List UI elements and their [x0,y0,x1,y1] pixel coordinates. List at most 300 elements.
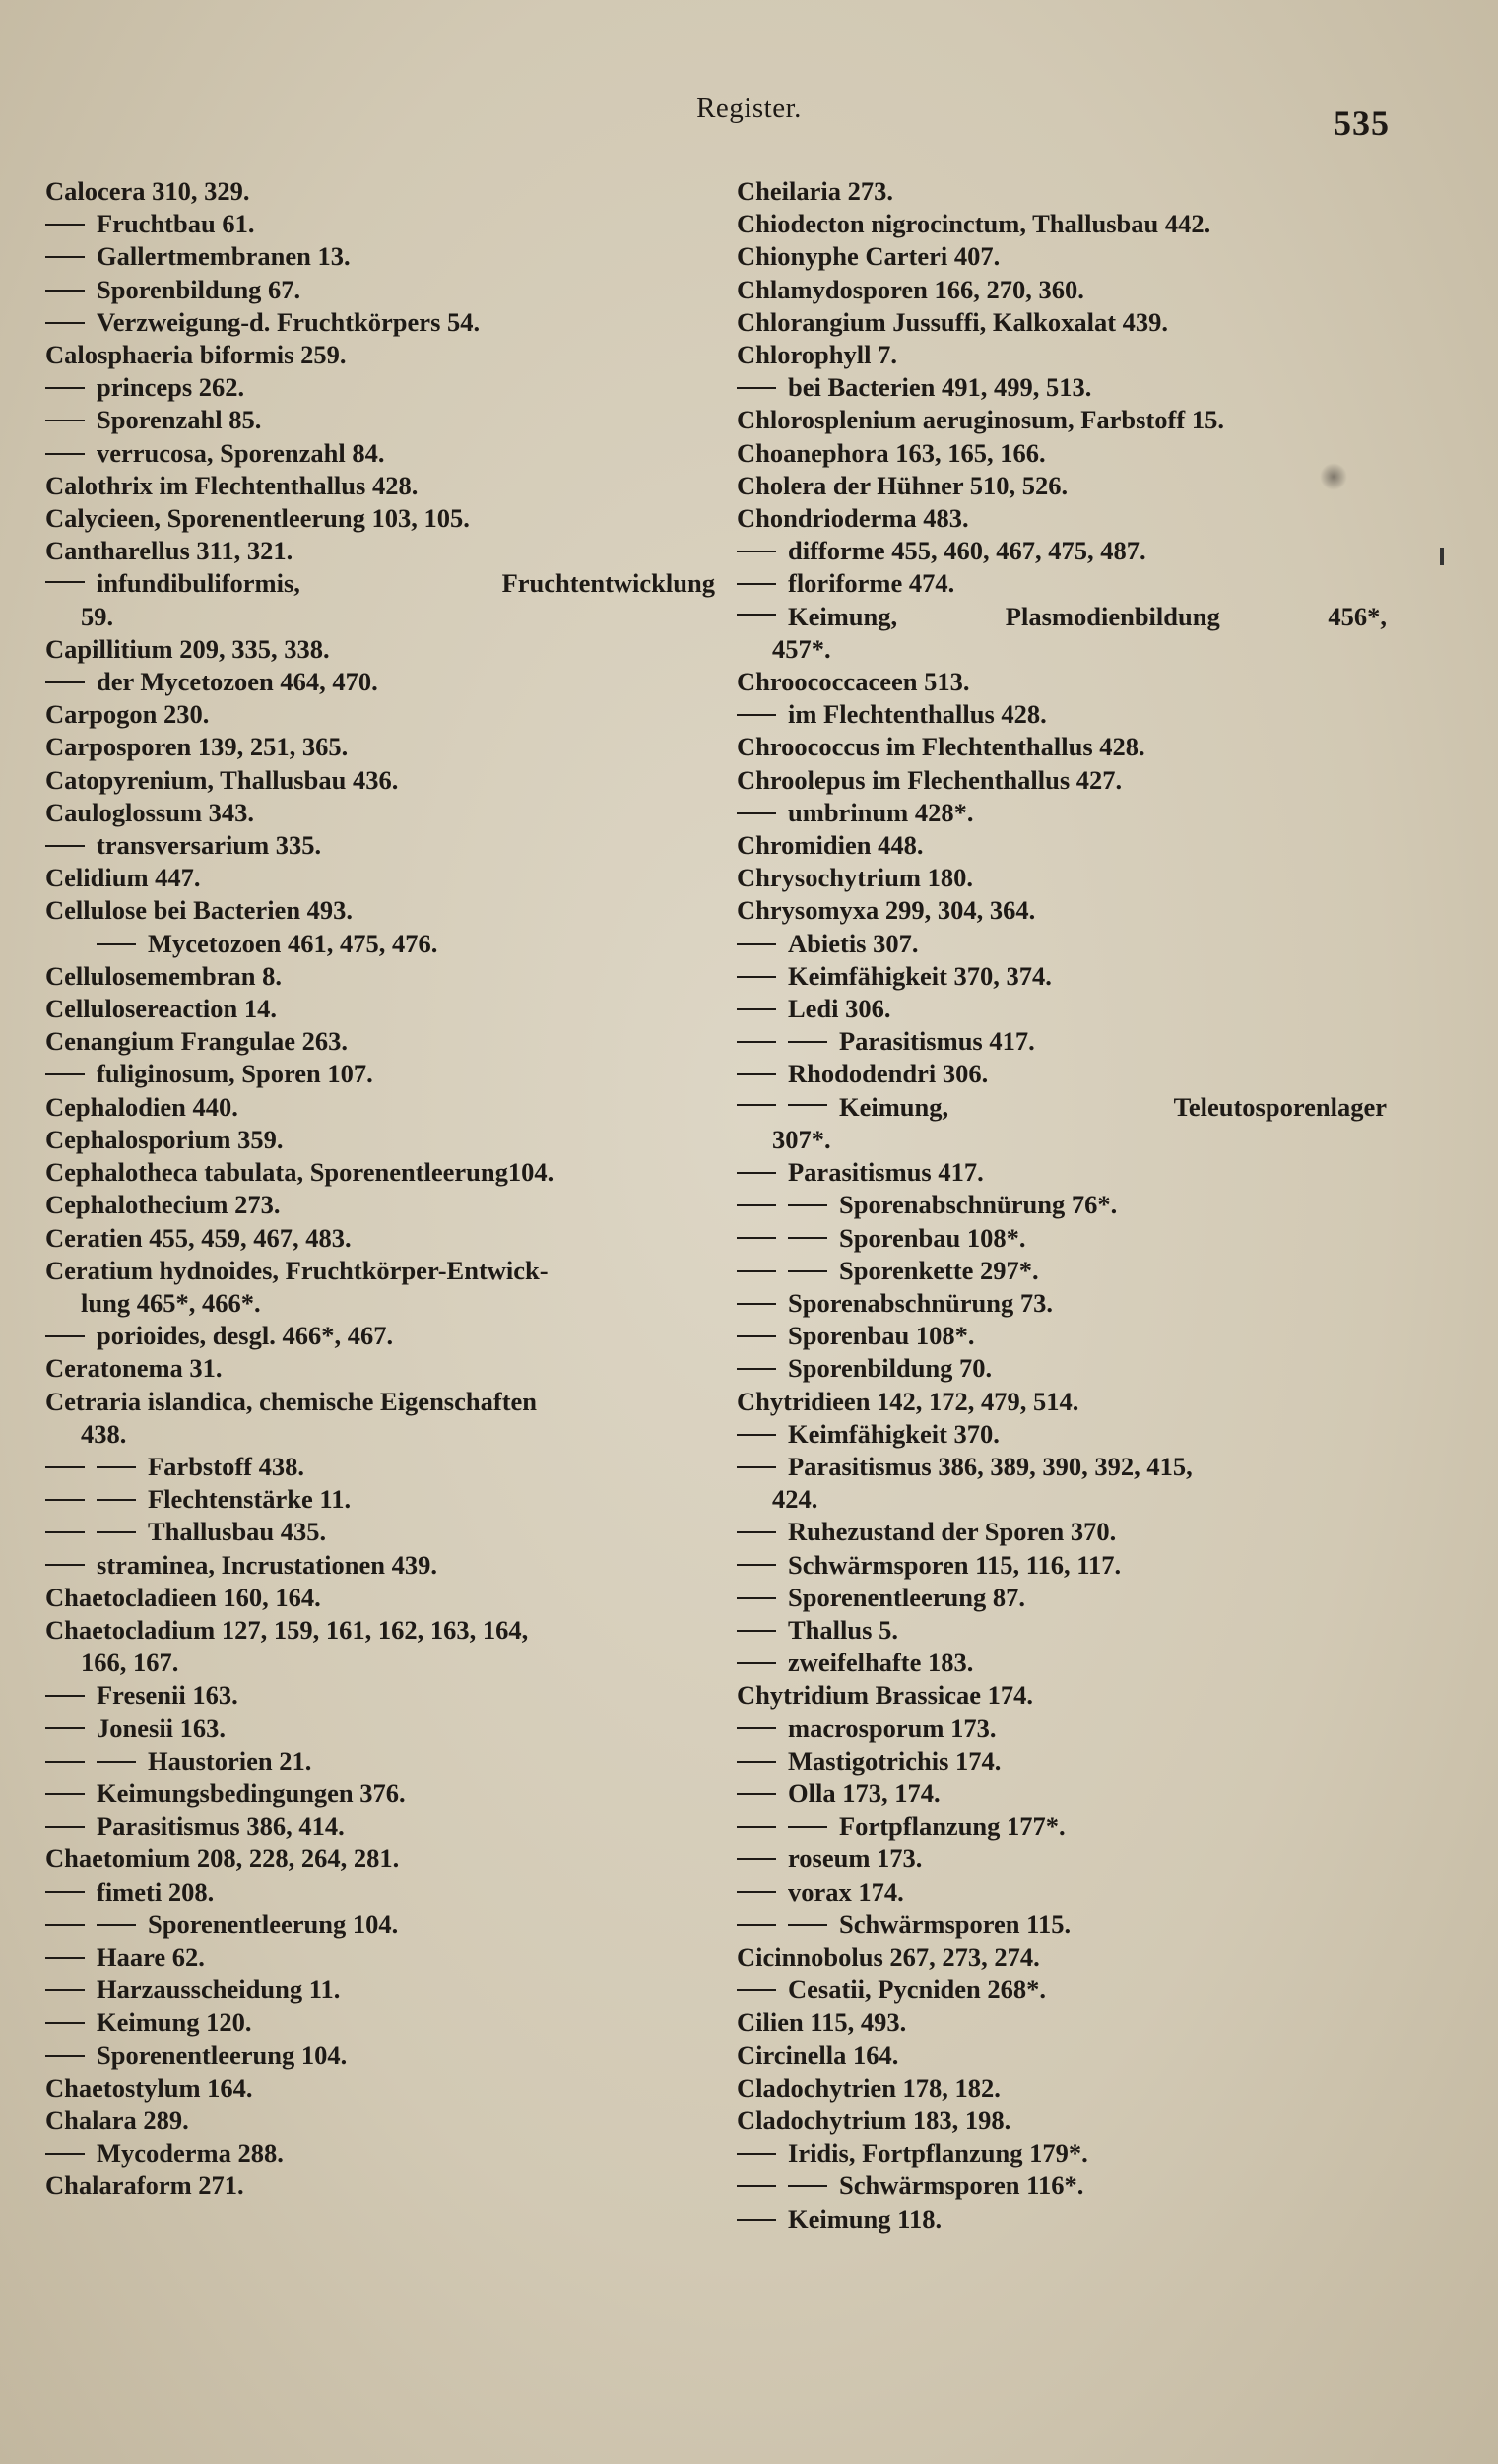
index-entry-text: Harzausscheidung 11. [97,1975,341,2005]
index-entry-text: straminea, Incrustationen 439. [97,1549,437,1580]
ditto-dash [737,1270,776,1272]
ditto-dash [737,614,776,616]
index-entry [45,1483,715,1516]
ditto-dash [788,1041,827,1043]
index-entry [737,2006,1387,2039]
index-entry [45,1386,715,1418]
index-entry-text: Chlamydosporen 166, 270, 360. [737,274,1084,304]
index-entry [45,1451,715,1483]
index-entry-text: Parasitismus 386, 389, 390, 392, 415, [788,1451,1193,1481]
index-entry-text: Mastigotrichis 174. [788,1745,1002,1776]
index-entry-text: Chaetocladieen 160, 164. [45,1582,321,1612]
index-entry [45,1091,715,1124]
index-entry [45,2170,715,2202]
index-entry-text: Chiodecton nigrocinctum, Thallusbau 442. [737,209,1211,239]
index-entry [45,2137,715,2170]
index-entry [737,1516,1387,1548]
index-entry-text: Fortpflanzung 177*. [839,1811,1066,1842]
index-entry-text: Rhododendri 306. [788,1059,989,1089]
index-entry-text: Schwärmsporen 115. [839,1909,1072,1939]
index-entry-text: Chrysomyxa 299, 304, 364. [737,895,1036,926]
index-entry [45,371,715,404]
index-entry-text: Haare 62. [97,1941,205,1972]
index-entry [737,240,1387,273]
index-entry [45,274,715,306]
ditto-dash [737,1727,776,1729]
index-entry [737,1418,1387,1451]
ditto-dash [737,1303,776,1305]
index-column-right [737,175,1387,2236]
index-entry [737,1582,1387,1614]
index-entry [737,1679,1387,1712]
index-entry [737,731,1387,763]
index-entry [45,404,715,436]
index-entry [45,1549,715,1582]
index-entry-text: Iridis, Fortpflanzung 179*. [788,2138,1088,2169]
index-entry-text: Verzweigung-d. Fruchtkörpers 54. [97,306,481,337]
ditto-dash [45,2022,85,2024]
index-entry-text: 457*. [772,633,831,664]
ditto-dash [45,2153,85,2155]
index-entry [45,1582,715,1614]
index-entry [737,502,1387,535]
index-entry [737,797,1387,829]
index-entry [45,2006,715,2039]
index-entry [737,339,1387,371]
index-entry-text: Cephalosporium 359. [45,1124,284,1154]
index-entry-text: Cesatii, Pycniden 268*. [788,1975,1047,2005]
ditto-dash [45,1989,85,1991]
index-entry-text: Olla 173, 174. [788,1778,941,1808]
ditto-dash [45,2055,85,2057]
index-entry [737,1156,1387,1189]
index-entry [45,698,715,731]
index-entry-text: Cenangium Frangulae 263. [45,1026,348,1057]
ditto-dash [737,1630,776,1632]
index-entry [45,2072,715,2105]
ditto-dash [45,1924,85,1926]
index-entry-text: lung 465*, 466*. [81,1287,261,1318]
index-entry-text: Circinella 164. [737,2040,899,2070]
index-entry-text: 424. [772,1484,818,1515]
index-entry-text: macrosporum 173. [788,1713,997,1743]
ditto-dash [737,1335,776,1337]
ditto-dash [45,1793,85,1795]
ditto-dash [45,322,85,324]
index-entry [45,1156,715,1189]
index-entry-text: Choanephora 163, 165, 166. [737,437,1046,468]
index-entry-text: Chlorosplenium aeruginosum, Farbstoff 15. [737,405,1224,435]
index-entry [737,306,1387,339]
index-entry-text: Sporenkette 297*. [839,1255,1039,1285]
index-entry-text: fuliginosum, Sporen 107. [97,1059,373,1089]
index-entry [737,1025,1387,1058]
index-entry [45,175,715,208]
index-entry [737,2203,1387,2236]
ditto-dash [737,1761,776,1763]
ditto-dash [45,1826,85,1828]
ditto-dash [737,1793,776,1795]
index-entry-text: Ceratonema 31. [45,1353,223,1384]
ditto-dash [737,1041,776,1043]
index-entry-text: Chroolepus im Flechenthallus 427. [737,764,1123,795]
index-entry-text: Haustorien 21. [148,1745,312,1776]
index-entry-text: Chroococcaceen 513. [737,667,970,697]
index-entry-text: Cellulosemembran 8. [45,960,282,991]
index-entry [737,437,1387,470]
index-entry-text: Chytridium Brassicae 174. [737,1680,1034,1711]
index-entry [45,502,715,535]
index-entry-text: Chromidien 448. [737,830,924,861]
index-entry-text: 438. [81,1418,127,1449]
index-entry-text: Fresenii 163. [97,1680,238,1711]
index-entry [737,1549,1387,1582]
index-entry-text: Parasitismus 417. [788,1157,984,1188]
index-entry-text: Schwärmsporen 116*. [839,2171,1084,2201]
ditto-dash [788,1924,827,1926]
ditto-dash [737,1073,776,1075]
index-entry [737,1124,1387,1156]
index-entry [45,829,715,862]
ink-spot-mark [1320,463,1347,490]
index-entry-text: Cephalodien 440. [45,1091,238,1122]
ditto-dash [45,681,85,683]
index-entry [45,306,715,339]
index-entry [737,470,1387,502]
index-entry [45,208,715,240]
index-entry-text: Keimfähigkeit 370. [788,1418,1000,1449]
index-entry-text: der Mycetozoen 464, 470. [97,667,378,697]
index-entry-text: Cellulose bei Bacterien 493. [45,895,354,926]
index-entry-text: Sporenbildung 70. [788,1353,993,1384]
index-entry [737,894,1387,927]
index-entry [737,2040,1387,2072]
index-entry-text: Calosphaeria biformis 259. [45,340,347,370]
index-entry-text: Cilien 115, 493. [737,2007,907,2038]
index-entry [45,764,715,797]
ditto-dash [45,581,85,583]
index-entry-text: Parasitismus 386, 414. [97,1811,345,1842]
index-entry [737,829,1387,862]
index-entry [45,601,715,633]
ditto-dash [97,1531,136,1533]
index-entry [737,1941,1387,1974]
index-entry [737,1352,1387,1385]
index-entry-text: Chaetomium 208, 228, 264, 281. [45,1844,400,1874]
ditto-dash [788,1826,827,1828]
ditto-dash [737,1891,776,1893]
index-entry-text: Carposporen 139, 251, 365. [45,732,349,762]
index-entry-text: Keimung 118. [788,2203,943,2234]
index-entry-text: Abietis 307. [788,928,919,958]
index-entry [45,797,715,829]
index-entry [737,208,1387,240]
ditto-dash [737,1008,776,1010]
ditto-dash [45,290,85,292]
index-entry [737,1386,1387,1418]
ditto-dash [45,1073,85,1075]
index-entry [45,993,715,1025]
index-entry-text: Cladochytrium 183, 198. [737,2105,1011,2135]
index-entry [45,535,715,567]
index-entry-text: Chroococcus im Flechtenthallus 428. [737,732,1145,762]
index-entry-text: Sporenentleerung 104. [148,1909,399,1939]
index-entry [45,240,715,273]
ditto-dash [45,420,85,421]
index-entry [737,371,1387,404]
index-entry-text: Chondrioderma 483. [737,503,969,534]
ink-tick-mark [1440,548,1444,565]
index-entry-text: difforme 455, 460, 467, 475, 487. [788,536,1146,566]
index-entry-text: Ceratium hydnoides, Fruchtkörper-Entwick- [45,1255,549,1285]
index-entry-text: 307*. [772,1124,831,1154]
page-header-title: Register. [696,93,802,124]
index-entry [737,1647,1387,1679]
index-entry [45,633,715,666]
index-entry-text: Capillitium 209, 335, 338. [45,633,330,664]
index-entry [737,666,1387,698]
index-entry [45,1843,715,1875]
index-entry [737,1876,1387,1909]
index-entry [737,928,1387,960]
index-entry-text: umbrinum 428*. [788,797,974,827]
index-entry-text: Sporenbau 108*. [839,1222,1026,1253]
index-entry [45,894,715,927]
index-entry-text: Catopyrenium, Thallusbau 436. [45,764,399,795]
ditto-dash [45,1695,85,1697]
index-entry [737,633,1387,666]
ditto-dash [737,1989,776,1991]
index-entry-text: Cetraria islandica, chemische Eigenschaften [45,1386,538,1416]
ditto-dash [788,1104,827,1106]
index-entry-text: Chaetostylum 164. [45,2072,253,2103]
ditto-dash [737,1564,776,1566]
ditto-dash [737,551,776,552]
ditto-dash [788,1270,827,1272]
index-entry-text: Keimfähigkeit 370, 374. [788,960,1052,991]
index-entry-text: Chalara 289. [45,2105,189,2135]
index-entry-text: im Flechtenthallus 428. [788,699,1047,730]
index-entry-text: porioides, desgl. 466*, 467. [97,1321,394,1351]
index-entry [45,1255,715,1287]
index-entry-text: Fruchtbau 61. [97,209,255,239]
index-entry-text: Mycoderma 288. [97,2138,284,2169]
index-entry-text: infundibuliformis, Fruchtentwicklung [97,568,715,599]
index-entry-text: floriforme 474. [788,568,955,599]
index-entry [737,1451,1387,1483]
index-entry-text: Sporenzahl 85. [97,405,262,435]
index-entry-text: Ceratien 455, 459, 467, 483. [45,1222,352,1253]
index-entry [737,1058,1387,1090]
ditto-dash [788,2185,827,2187]
index-entry-text: Sporenentleerung 104. [97,2040,348,2070]
index-entry [45,1810,715,1843]
index-entry-text: 59. [81,601,114,631]
index-entry [737,2137,1387,2170]
ditto-dash [97,1924,136,1926]
ditto-dash [45,1466,85,1468]
index-entry-text: Chionyphe Carteri 407. [737,241,1001,272]
index-entry [45,1025,715,1058]
index-entry [45,1745,715,1778]
index-entry-text: Chalaraform 271. [45,2171,244,2201]
index-entry-text: Calycieen, Sporenentleerung 103, 105. [45,503,470,534]
index-entry-text: Calocera 310, 329. [45,176,250,206]
index-entry [45,1778,715,1810]
ditto-dash [788,1204,827,1206]
index-entry [45,1287,715,1320]
index-entry [737,1974,1387,2006]
index-entry-text: Sporenabschnürung 76*. [839,1190,1118,1220]
index-column-left [45,175,715,2203]
index-entry-text: princeps 262. [97,372,245,403]
index-entry [737,404,1387,436]
index-entry [45,2040,715,2072]
index-entry [737,2170,1387,2202]
index-entry [45,1124,715,1156]
index-entry-text: bei Bacterien 491, 499, 513. [788,372,1092,403]
ditto-dash [737,1531,776,1533]
index-entry [737,1713,1387,1745]
index-entry-text: vorax 174. [788,1876,904,1907]
index-entry [737,1320,1387,1352]
index-entry [737,862,1387,894]
index-entry [45,1876,715,1909]
index-entry [737,535,1387,567]
index-entry [45,1614,715,1647]
index-entry [45,1941,715,1974]
ditto-dash [97,1466,136,1468]
index-entry [737,1843,1387,1875]
ditto-dash [737,1597,776,1599]
ditto-dash [737,1104,776,1106]
ditto-dash [737,1924,776,1926]
ditto-dash [97,1761,136,1763]
ditto-dash [45,256,85,258]
index-entry [737,1745,1387,1778]
ditto-dash [97,1499,136,1501]
index-entry [45,1189,715,1221]
ditto-dash [45,387,85,389]
index-entry [737,1810,1387,1843]
ditto-dash [45,1499,85,1501]
ditto-dash [737,1172,776,1174]
index-entry [45,1974,715,2006]
index-entry [45,1713,715,1745]
ditto-dash [45,1531,85,1533]
index-entry [45,1058,715,1090]
index-entry [737,1909,1387,1941]
index-entry-text: Sporenabschnürung 73. [788,1287,1054,1318]
ditto-dash [737,714,776,716]
index-entry-text: Sporenbau 108*. [788,1321,975,1351]
index-entry [737,1287,1387,1320]
index-entry [45,339,715,371]
ditto-dash [45,1335,85,1337]
ditto-dash [737,1237,776,1239]
index-entry [737,1255,1387,1287]
index-entry [737,1614,1387,1647]
index-entry-text: Schwärmsporen 115, 116, 117. [788,1549,1122,1580]
index-entry-text: Sporenbildung 67. [97,274,301,304]
index-entry [737,175,1387,208]
index-entry [45,928,715,960]
index-entry-text: Jonesii 163. [97,1713,227,1743]
index-entry-text: Chrysochytrium 180. [737,863,973,893]
index-entry [737,993,1387,1025]
ditto-dash [97,943,136,945]
index-entry-text: Calothrix im Flechtenthallus 428. [45,470,419,500]
ditto-dash [737,1826,776,1828]
index-entry-text: Keimungsbedingungen 376. [97,1778,406,1808]
index-entry [45,1516,715,1548]
ditto-dash [737,812,776,814]
ditto-dash [737,1466,776,1468]
index-entry-text: Sporenentleerung 87. [788,1582,1025,1612]
index-entry [737,764,1387,797]
index-entry [737,274,1387,306]
ditto-dash [737,1434,776,1436]
ditto-dash [737,1858,776,1860]
index-entry [737,1483,1387,1516]
ditto-dash [737,387,776,389]
ditto-dash [737,1368,776,1370]
index-entry [737,1091,1387,1124]
index-entry-text: Cladochytrien 178, 182. [737,2072,1001,2103]
index-entry-text: Celidium 447. [45,863,201,893]
index-entry-text: Keimung, Teleutosporenlager [839,1091,1387,1122]
index-entry-text: transversarium 335. [97,830,322,861]
index-entry-text: Cephalotheca tabulata, Sporenentleerung104. [45,1157,554,1188]
ditto-dash [45,1957,85,1959]
ditto-dash [45,1564,85,1566]
index-entry [45,1909,715,1941]
index-entry [737,601,1387,633]
index-entry-text: Gallertmembranen 13. [97,241,351,272]
index-entry-text: Cicinnobolus 267, 273, 274. [737,1941,1040,1972]
index-entry-text: Keimung, Plasmodienbildung 456*, [788,601,1387,631]
index-entry-text: Mycetozoen 461, 475, 476. [148,928,438,958]
index-entry [45,1222,715,1255]
index-entry-text: Cellulosereaction 14. [45,994,278,1024]
ditto-dash [737,2153,776,2155]
index-entry-text: Flechtenstärke 11. [148,1484,352,1515]
ditto-dash [737,583,776,585]
index-entry [45,470,715,502]
ditto-dash [45,224,85,226]
index-entry-text: Cantharellus 311, 321. [45,536,293,566]
index-entry-text: fimeti 208. [97,1876,215,1907]
index-entry [737,960,1387,993]
index-entry-text: Ruhezustand der Sporen 370. [788,1517,1117,1547]
ditto-dash [45,1727,85,1729]
ditto-dash [737,1662,776,1664]
index-entry-text: Cholera der Hühner 510, 526. [737,470,1069,500]
index-entry [737,1778,1387,1810]
index-entry-text: Chlorophyll 7. [737,340,897,370]
index-entry-text: Carpogon 230. [45,699,210,730]
index-entry-text: Chytridieen 142, 172, 479, 514. [737,1386,1079,1416]
index-entry [45,2105,715,2137]
index-entry-text: zweifelhafte 183. [788,1648,974,1678]
index-entry [45,960,715,993]
index-entry [737,698,1387,731]
ditto-dash [45,1761,85,1763]
ditto-dash [737,2185,776,2187]
index-entry [45,1679,715,1712]
ditto-dash [737,943,776,945]
ditto-dash [45,453,85,455]
